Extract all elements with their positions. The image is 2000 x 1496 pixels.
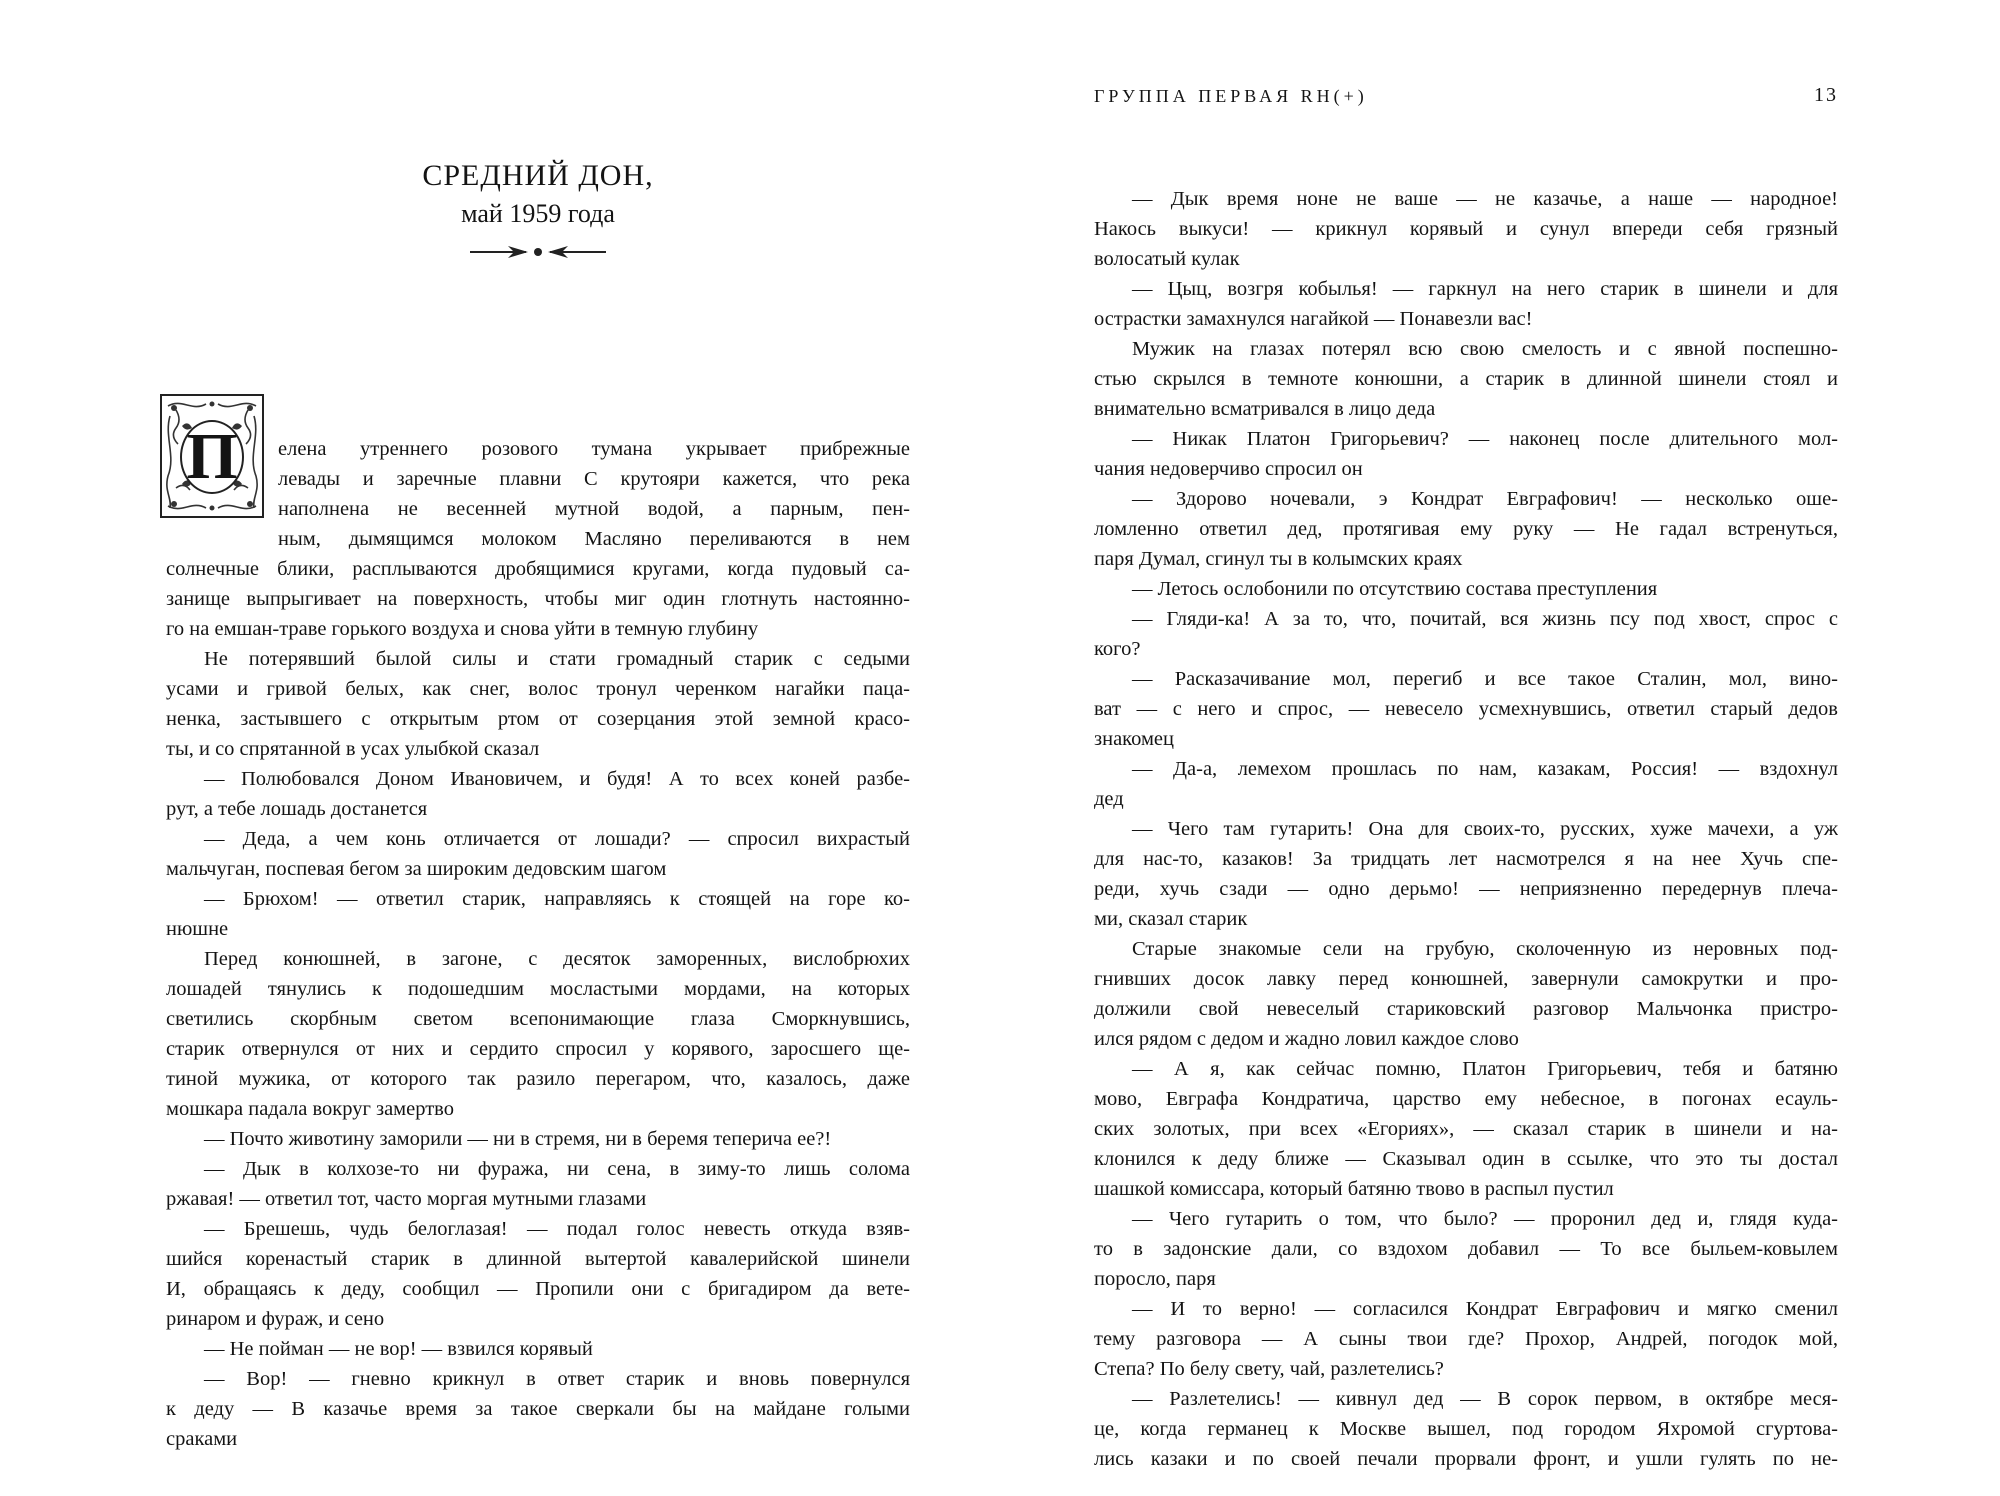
- text-line: — Полюбовался Доном Ивановичем, и будя! А то всех коней разбе-: [204, 768, 910, 790]
- chapter-title-place: СРЕДНИЙ ДОН,: [422, 159, 654, 192]
- text-line: ринаром и фураж, и сено: [166, 1308, 385, 1330]
- text-line: тему разговора — А сыны твои где? Прохор, Андрей, погодок мой,: [1094, 1328, 1838, 1350]
- text-line: сраками: [166, 1428, 238, 1450]
- text-line: — Вор! — гневно крикнул в ответ старик и вновь повернулся: [204, 1368, 910, 1390]
- text-line: мошкара падала вокруг замертво: [166, 1098, 454, 1120]
- text-line: для нас-то, казаков! За тридцать лет насмотрелся я на нее Хучь спе-: [1094, 848, 1838, 870]
- text-line: — Почто животину заморили — ни в стремя, ни в беремя теперича ее?!: [204, 1128, 832, 1150]
- text-line: усами и гривой белых, как снег, волос тронул черенком нагайки пацa-: [166, 678, 910, 700]
- text-line: ват — с него и спрос, — невесело усмехнувшись, ответил старый дедов: [1094, 698, 1838, 720]
- text-line: ненка, застывшего с открытым ртом от созерцания этой земной красо-: [166, 708, 910, 730]
- text-line: к деду — В казачье время за такое сверкали бы на майдане голыми: [166, 1398, 910, 1420]
- text-line: стью скрылся в темноте конюшни, а старик в длинной шинели стоял и: [1094, 368, 1838, 390]
- ornament-divider-icon: [468, 244, 608, 260]
- text-line: старик отвернулся от них и сердито спросил у корявого, заросшего ще-: [166, 1038, 910, 1060]
- text-line: ты, и со спрятанной в усах улыбкой сказал: [166, 738, 540, 760]
- text-line: ным, дымящимся молоком Масляно переливаются в нем: [278, 528, 910, 550]
- text-line: должили свой невеселый стариковский разговор Мальчонка пристро-: [1094, 998, 1838, 1020]
- text-line: наполнена не весенней мутной водой, а парным, пен-: [278, 498, 910, 520]
- text-line: — Дык в колхозе-то ни фуража, ни сена, в зиму-то лишь солома: [204, 1158, 910, 1180]
- text-line: гнивших досок лавку перед конюшней, завернули самокрутки и про-: [1094, 968, 1838, 990]
- chapter-title-date: май 1959 года: [461, 199, 615, 228]
- text-line: ржавая! — ответил тот, часто моргая мутными глазами: [166, 1188, 647, 1210]
- text-line: Мужик на глазах потерял всю свою смелость и с явной поспешно-: [1132, 338, 1838, 360]
- text-line: знакомец: [1094, 728, 1174, 750]
- text-line: Старые знакомые сели на грубую, сколоченную из неровных под-: [1132, 938, 1838, 960]
- text-line: поросло, паря: [1094, 1268, 1216, 1290]
- text-line: — Да-а, лемехом прошлась по нам, казакам, Россия! — вздохнул: [1132, 758, 1838, 780]
- text-line: — А я, как сейчас помню, Платон Григорьевич, тебя и батяню: [1132, 1058, 1838, 1080]
- chapter-title: [166, 156, 910, 260]
- text-line: — Разлетелись! — кивнул дед — В сорок первом, в октябре меся-: [1132, 1388, 1838, 1410]
- text-line: — Никак Платон Григорьевич? — наконец после длительного мол-: [1132, 428, 1838, 450]
- text-line: — И то верно! — согласился Кондрат Евграфович и мягко сменил: [1132, 1298, 1838, 1320]
- right-page-text: [1094, 184, 1838, 1474]
- page-number: 13: [1814, 84, 1838, 106]
- text-line: — Не пойман — не вор! — взвился корявый: [204, 1338, 593, 1360]
- running-head: ГРУППА ПЕРВАЯ RH(+): [1094, 86, 1368, 106]
- right-page: [1000, 0, 2000, 1496]
- text-line: паря Думал, сгинул ты в колымских краях: [1094, 548, 1463, 570]
- text-line: ломленно ответил дед, протягивая ему руку — Не гадал встренуться,: [1094, 518, 1838, 540]
- text-line: солнечные блики, расплываются дробящимися кругами, когда пудовый са-: [166, 558, 910, 580]
- text-line: нюшне: [166, 918, 229, 940]
- text-line: ских золотых, при всех «Егориях», — сказал старик в шинели и на-: [1094, 1118, 1838, 1140]
- text-line: — Здорово ночевали, э Кондрат Евграфович! — несколько ошe-: [1132, 488, 1838, 510]
- text-line: шашкой комиссара, который батяню твово в распыл пустил: [1094, 1178, 1614, 1200]
- text-line: елена утреннего розового тумана укрывает прибрежные: [278, 438, 910, 460]
- text-line: чания недоверчиво спросил он: [1094, 458, 1363, 480]
- text-line: дед: [1094, 788, 1124, 810]
- text-line: Перед конюшней, в загоне, с десяток заморенных, вислобрюхих: [204, 948, 910, 970]
- text-line: волосатый кулак: [1094, 248, 1240, 270]
- text-line: то в задонские дали, со вздохом добавил — То все быльем-ковылем: [1094, 1238, 1838, 1260]
- text-line: мово, Евграфа Кондратича, царство ему небесное, в погонах есауль-: [1094, 1088, 1838, 1110]
- text-line: — Брешешь, чудь белоглазая! — подал голос невесть откуда взяв-: [204, 1218, 910, 1240]
- text-line: светились скорбным светом всепонимающие глаза Сморкнувшись,: [166, 1008, 910, 1030]
- text-line: го на емшан-траве горького воздуха и снова уйти в темную глубину: [166, 618, 759, 640]
- text-line: острастки замахнулся нагайкой — Понавезли вас!: [1094, 308, 1533, 330]
- text-line: ился рядом с дедом и жадно ловил каждое слово: [1094, 1028, 1519, 1050]
- text-line: мальчуган, поспевая бегом за широким дедовским шагом: [166, 858, 667, 880]
- text-line: — Летось ослобонили по отсутствию состава преступления: [1132, 578, 1658, 600]
- text-line: лись казаки и по своей печали прорвали фронт, и ушли гулять по не-: [1094, 1448, 1838, 1470]
- text-line: — Чего там гутарить! Она для своих-то, русских, хуже мачехи, а уж: [1132, 818, 1838, 840]
- text-line: клонился к деду ближе — Сказывал один в ссылке, что это ты достал: [1094, 1148, 1838, 1170]
- text-line: — Цыц, возгря кобылья! — гаркнул на него старик в шинели и для: [1132, 278, 1838, 300]
- text-line: левады и заречные плавни С крутояри кажется, что река: [278, 468, 910, 490]
- text-line: — Брюхом! — ответил старик, направляясь к стоящей на горе ко-: [204, 888, 910, 910]
- text-line: — Деда, а чем конь отличается от лошади? — спросил вихрастый: [204, 828, 910, 850]
- text-line: Степа? По белу свету, чай, разлетелись?: [1094, 1358, 1444, 1380]
- text-line: реди, хучь сзади — одно дерьмо! — неприязненно передернув плеча-: [1094, 878, 1838, 900]
- text-line: це, когда германец к Москве вышел, под городом Яхромой сгуртова-: [1094, 1418, 1838, 1440]
- text-line: рут, а тебе лошадь достанется: [166, 798, 428, 820]
- text-line: — Дык время ноне не ваше — не казачье, а наше — народное!: [1132, 188, 1838, 210]
- text-line: Не потерявший былой силы и стати громадный старик с седыми: [204, 648, 910, 670]
- text-line: — Расказачивание мол, перегиб и все такое Сталин, мол, вино-: [1132, 668, 1838, 690]
- text-line: Накось выкуси! — крикнул корявый и сунул впереди себя грязный: [1094, 218, 1838, 240]
- text-line: шийся коренастый старик в длинной вытертой кавалерийской шинели: [166, 1248, 910, 1270]
- dropcap-letter: П: [186, 420, 238, 493]
- text-line: — Чего гутарить о том, что было? — проронил дед и, глядя куда-: [1132, 1208, 1838, 1230]
- text-line: — Гляди-ка! А за то, что, почитай, вся жизнь псу под хвост, спрос с: [1132, 608, 1838, 630]
- left-page-text: [166, 434, 910, 1454]
- text-line: ми, сказал старик: [1094, 908, 1248, 930]
- text-line: лошадей тянулись к подошедшим мосластыми мордами, на которых: [166, 978, 910, 1000]
- text-line: тиной мужика, от которого так разило перегаром, что, казалось, даже: [166, 1068, 910, 1090]
- text-line: И, обращаясь к деду, сообщил — Пропили они с бригадиром да вете-: [166, 1278, 910, 1300]
- text-line: занище выпрыгивает на поверхность, чтобы миг один глотнуть настоянно-: [166, 588, 910, 610]
- text-line: внимательно всматривался в лицо деда: [1094, 398, 1436, 420]
- text-line: кого?: [1094, 638, 1141, 660]
